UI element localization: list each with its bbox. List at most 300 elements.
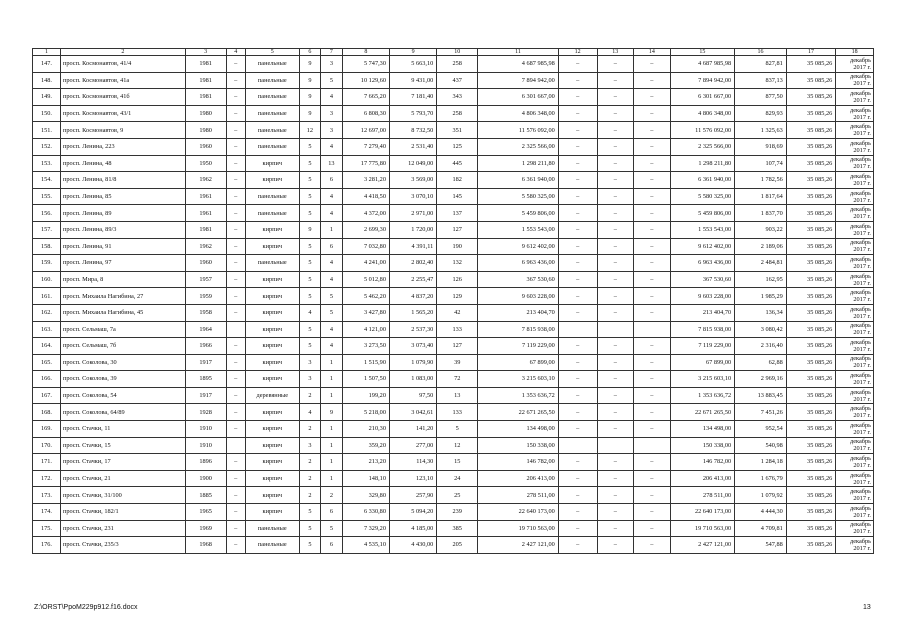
table-cell: 3	[321, 122, 343, 139]
table-cell: 3 281,20	[342, 172, 389, 189]
table-cell: декабрь 2017 г.	[836, 437, 874, 454]
table-cell: 1 515,90	[342, 354, 389, 371]
table-cell: 5 793,70	[389, 105, 436, 122]
column-number: 11	[478, 49, 559, 56]
table-cell: –	[634, 188, 671, 205]
table-cell: –	[634, 354, 671, 371]
table-cell: 133	[437, 404, 478, 421]
table-cell: –	[558, 105, 597, 122]
table-cell: 162,95	[735, 271, 787, 288]
table-cell: 1960	[185, 138, 226, 155]
table-cell: 182	[437, 172, 478, 189]
table-cell: –	[597, 470, 634, 487]
table-cell: 1 782,56	[735, 172, 787, 189]
table-cell: 359,20	[342, 437, 389, 454]
table-cell: –	[634, 56, 671, 73]
table-cell: –	[226, 288, 245, 305]
table-cell: –	[226, 205, 245, 222]
table-cell: просп. Соколова, 54	[60, 387, 185, 404]
table-cell: 829,93	[735, 105, 787, 122]
table-cell: 199,20	[342, 387, 389, 404]
table-cell: –	[634, 387, 671, 404]
table-row	[33, 89, 874, 106]
table-cell: 1	[321, 354, 343, 371]
table-cell	[597, 437, 634, 454]
table-cell: 35 085,26	[786, 437, 835, 454]
table-cell: 7 279,40	[342, 138, 389, 155]
table-cell: 5	[299, 321, 321, 338]
table-cell: 150 338,00	[670, 437, 735, 454]
table-cell: 4	[299, 404, 321, 421]
table-cell: –	[597, 404, 634, 421]
table-cell: 4 837,20	[389, 288, 436, 305]
table-cell: 5	[299, 188, 321, 205]
table-cell: –	[597, 504, 634, 521]
table-cell: –	[597, 288, 634, 305]
table-cell: –	[634, 504, 671, 521]
table-cell: 11 576 092,00	[670, 122, 735, 139]
table-header-row	[33, 49, 874, 56]
table-cell: 35 085,26	[786, 321, 835, 338]
table-cell: 1950	[185, 155, 226, 172]
table-cell: 827,81	[735, 56, 787, 73]
table-cell: 35 085,26	[786, 504, 835, 521]
table-cell: 5	[299, 205, 321, 222]
table-cell: декабрь 2017 г.	[836, 138, 874, 155]
table-cell: кирпич	[245, 371, 299, 388]
table-cell: 5	[299, 338, 321, 355]
table-cell: 123,10	[389, 470, 436, 487]
table-cell: 35 085,26	[786, 72, 835, 89]
table-cell: 4 806 348,00	[670, 105, 735, 122]
footer-file-path: Z:\ORST\PpoM229p912.f16.docx	[34, 604, 138, 611]
table-cell: декабрь 2017 г.	[836, 304, 874, 321]
table-cell: 35 085,26	[786, 271, 835, 288]
table-cell: 133	[437, 321, 478, 338]
table-cell: 35 085,26	[786, 304, 835, 321]
table-cell: 19 710 563,00	[478, 520, 559, 537]
table-cell	[634, 437, 671, 454]
table-cell: –	[226, 354, 245, 371]
table-cell: 1 284,18	[735, 454, 787, 471]
table-cell: 161.	[33, 288, 61, 305]
table-cell: кирпич	[245, 354, 299, 371]
table-cell: 35 085,26	[786, 238, 835, 255]
table-cell: 5 459 806,00	[670, 205, 735, 222]
table-cell: кирпич	[245, 504, 299, 521]
table-cell: 1 298 211,80	[478, 155, 559, 172]
table-cell: –	[634, 537, 671, 554]
table-cell: 258	[437, 105, 478, 122]
table-cell: –	[634, 172, 671, 189]
table-cell: 35 085,26	[786, 387, 835, 404]
table-cell: просп. Михаила Нагибина, 27	[60, 288, 185, 305]
table-cell: 17 775,80	[342, 155, 389, 172]
table-cell: –	[558, 288, 597, 305]
table-cell: 127	[437, 221, 478, 238]
table-cell: 1965	[185, 504, 226, 521]
table-cell: –	[226, 188, 245, 205]
table-cell: 1910	[185, 437, 226, 454]
table-cell: 35 085,26	[786, 404, 835, 421]
table-cell: 1981	[185, 221, 226, 238]
table-cell: 149.	[33, 89, 61, 106]
table-cell: –	[558, 155, 597, 172]
table-cell: 3	[299, 354, 321, 371]
table-cell: 3 042,61	[389, 404, 436, 421]
column-number: 10	[437, 49, 478, 56]
table-cell: 9	[321, 404, 343, 421]
table-cell: –	[597, 537, 634, 554]
table-cell: 147.	[33, 56, 61, 73]
table-cell: 9	[299, 89, 321, 106]
table-cell: 1 720,00	[389, 221, 436, 238]
table-cell: просп. Космонавтов, 41а	[60, 72, 185, 89]
table-cell: 22 640 173,00	[670, 504, 735, 521]
table-cell: 6 963 436,00	[478, 255, 559, 272]
table-row	[33, 454, 874, 471]
table-cell: 1 353 636,72	[478, 387, 559, 404]
table-cell: 156.	[33, 205, 61, 222]
table-cell: панельные	[245, 138, 299, 155]
table-cell: 6 301 667,00	[478, 89, 559, 106]
table-cell: –	[558, 504, 597, 521]
table-cell: 7 451,26	[735, 404, 787, 421]
table-cell: –	[597, 387, 634, 404]
table-cell: –	[597, 338, 634, 355]
table-cell: 6	[321, 504, 343, 521]
table-cell: 13 883,45	[735, 387, 787, 404]
table-cell: кирпич	[245, 454, 299, 471]
table-cell: –	[226, 271, 245, 288]
table-cell: –	[634, 338, 671, 355]
table-cell: 137	[437, 205, 478, 222]
table-cell: 154.	[33, 172, 61, 189]
table-cell: 13	[321, 155, 343, 172]
table-cell: 3 273,50	[342, 338, 389, 355]
table-cell: 7 815 938,00	[478, 321, 559, 338]
table-cell: 2 325 566,00	[670, 138, 735, 155]
table-cell: кирпич	[245, 321, 299, 338]
table-cell: декабрь 2017 г.	[836, 238, 874, 255]
table-cell: 35 085,26	[786, 89, 835, 106]
table-cell: просп. Михаила Нагибина, 45	[60, 304, 185, 321]
table-cell: 1959	[185, 288, 226, 305]
table-cell: 67 899,00	[478, 354, 559, 371]
table-cell: –	[558, 271, 597, 288]
table-row	[33, 271, 874, 288]
table-cell: 877,50	[735, 89, 787, 106]
table-cell: 2 189,06	[735, 238, 787, 255]
table-cell: 9 612 402,00	[478, 238, 559, 255]
table-cell: 2 537,30	[389, 321, 436, 338]
table-cell: 5	[299, 288, 321, 305]
table-cell: –	[597, 172, 634, 189]
table-cell: 160.	[33, 271, 61, 288]
table-cell: 1	[321, 387, 343, 404]
table-cell: –	[634, 520, 671, 537]
table-cell: 134 498,00	[478, 421, 559, 438]
table-cell: 6	[321, 238, 343, 255]
table-cell: 2	[299, 387, 321, 404]
table-cell: 1 298 211,80	[670, 155, 735, 172]
table-cell: 5 663,10	[389, 56, 436, 73]
table-cell: –	[226, 89, 245, 106]
table-cell: 107,74	[735, 155, 787, 172]
table-cell: 1 676,79	[735, 470, 787, 487]
table-cell: просп. Стачки, 15	[60, 437, 185, 454]
table-cell: 157.	[33, 221, 61, 238]
table-cell: 213 404,70	[478, 304, 559, 321]
table-cell: 351	[437, 122, 478, 139]
table-cell: 8 732,50	[389, 122, 436, 139]
table-cell: –	[226, 504, 245, 521]
table-cell: декабрь 2017 г.	[836, 72, 874, 89]
register-table	[32, 48, 874, 554]
table-cell: –	[226, 122, 245, 139]
table-cell: 385	[437, 520, 478, 537]
table-cell: 952,54	[735, 421, 787, 438]
table-cell: –	[597, 155, 634, 172]
table-cell: –	[597, 205, 634, 222]
table-cell: 445	[437, 155, 478, 172]
table-cell: 1 079,92	[735, 487, 787, 504]
table-cell: 1969	[185, 520, 226, 537]
table-cell: 12 697,00	[342, 122, 389, 139]
table-cell: 2 325 566,00	[478, 138, 559, 155]
table-cell: 10 129,60	[342, 72, 389, 89]
table-cell: панельные	[245, 205, 299, 222]
table-cell: 174.	[33, 504, 61, 521]
table-cell: 35 085,26	[786, 188, 835, 205]
table-cell: 1917	[185, 387, 226, 404]
table-cell: –	[558, 338, 597, 355]
table-row	[33, 155, 874, 172]
table-cell: декабрь 2017 г.	[836, 537, 874, 554]
table-cell: 3	[321, 105, 343, 122]
table-cell: 190	[437, 238, 478, 255]
table-cell: 9	[299, 221, 321, 238]
table-cell: –	[558, 122, 597, 139]
table-cell: 206 413,00	[478, 470, 559, 487]
table-cell: –	[597, 371, 634, 388]
table-cell: декабрь 2017 г.	[836, 338, 874, 355]
table-cell: 1	[321, 437, 343, 454]
table-cell: просп. Ленина, 223	[60, 138, 185, 155]
table-cell: 151.	[33, 122, 61, 139]
table-cell: –	[226, 255, 245, 272]
table-cell: 150 338,00	[478, 437, 559, 454]
table-cell: 5	[321, 304, 343, 321]
table-cell: 97,50	[389, 387, 436, 404]
table-cell: 540,98	[735, 437, 787, 454]
table-row	[33, 205, 874, 222]
table-cell: панельные	[245, 72, 299, 89]
table-cell: 1	[321, 421, 343, 438]
table-cell: просп. Космонавтов, 43/1	[60, 105, 185, 122]
table-cell: 1981	[185, 89, 226, 106]
table-cell: –	[634, 238, 671, 255]
table-cell: –	[634, 89, 671, 106]
table-cell: 5 580 325,00	[478, 188, 559, 205]
table-cell: 173.	[33, 487, 61, 504]
table-cell: 4 121,00	[342, 321, 389, 338]
table-cell: –	[226, 404, 245, 421]
table-cell: –	[558, 89, 597, 106]
table-cell: 3	[299, 437, 321, 454]
table-cell: 153.	[33, 155, 61, 172]
table-cell: 343	[437, 89, 478, 106]
table-cell: –	[597, 304, 634, 321]
table-cell: 367 530,60	[478, 271, 559, 288]
table-cell: –	[226, 371, 245, 388]
table-cell: кирпич	[245, 172, 299, 189]
table-row	[33, 421, 874, 438]
table-cell: 278 511,00	[670, 487, 735, 504]
table-cell: 9 603 228,00	[478, 288, 559, 305]
table-cell: –	[597, 72, 634, 89]
table-row	[33, 172, 874, 189]
table-cell: 1	[321, 221, 343, 238]
table-row	[33, 105, 874, 122]
table-cell: 4 372,00	[342, 205, 389, 222]
table-cell: 903,22	[735, 221, 787, 238]
table-cell: 1 353 636,72	[670, 387, 735, 404]
table-cell: 3 080,42	[735, 321, 787, 338]
table-cell: –	[226, 304, 245, 321]
table-cell: –	[634, 72, 671, 89]
table-cell: 6 361 940,00	[670, 172, 735, 189]
table-cell: –	[634, 487, 671, 504]
table-cell: 1 553 543,00	[670, 221, 735, 238]
table-cell: панельные	[245, 122, 299, 139]
column-number: 2	[60, 49, 185, 56]
table-cell: –	[558, 72, 597, 89]
table-cell: 141,20	[389, 421, 436, 438]
table-cell: 1961	[185, 188, 226, 205]
table-cell: 9	[299, 56, 321, 73]
table-cell: 169.	[33, 421, 61, 438]
table-cell: 4 806 348,00	[478, 105, 559, 122]
table-cell: 6 808,30	[342, 105, 389, 122]
table-row	[33, 56, 874, 73]
table-cell: 3 070,10	[389, 188, 436, 205]
table-cell: 164.	[33, 338, 61, 355]
table-cell: 2 531,40	[389, 138, 436, 155]
table-cell: декабрь 2017 г.	[836, 271, 874, 288]
table-cell: 5	[299, 271, 321, 288]
table-cell: –	[597, 89, 634, 106]
page-number: 13	[863, 604, 871, 611]
table-cell: –	[597, 255, 634, 272]
table-cell: –	[226, 454, 245, 471]
table-cell: просп. Ленина, 85	[60, 188, 185, 205]
table-cell: –	[597, 354, 634, 371]
table-cell: 1 985,29	[735, 288, 787, 305]
table-cell: 22 671 265,50	[670, 404, 735, 421]
table-cell: просп. Стачки, 11	[60, 421, 185, 438]
table-row	[33, 188, 874, 205]
table-cell: 3 427,80	[342, 304, 389, 321]
table-cell: 4	[321, 205, 343, 222]
table-cell: –	[226, 105, 245, 122]
table-cell: 5	[321, 72, 343, 89]
table-cell: просп. Сельмаш, 7б	[60, 338, 185, 355]
table-cell: –	[558, 537, 597, 554]
table-cell: –	[558, 421, 597, 438]
table-cell: –	[634, 122, 671, 139]
table-cell	[226, 321, 245, 338]
table-row	[33, 288, 874, 305]
table-cell: кирпич	[245, 404, 299, 421]
table-cell: –	[226, 56, 245, 73]
table-cell: 4	[321, 255, 343, 272]
table-cell: –	[597, 238, 634, 255]
table-cell: кирпич	[245, 470, 299, 487]
table-cell: 3	[299, 371, 321, 388]
table-cell: 5	[299, 504, 321, 521]
table-cell: –	[634, 421, 671, 438]
table-cell: –	[634, 221, 671, 238]
table-cell: 1	[321, 371, 343, 388]
table-cell: 25	[437, 487, 478, 504]
table-cell: декабрь 2017 г.	[836, 520, 874, 537]
table-cell: –	[634, 205, 671, 222]
table-cell: 547,88	[735, 537, 787, 554]
table-cell: 7 894 942,00	[670, 72, 735, 89]
table-cell: 35 085,26	[786, 371, 835, 388]
table-row	[33, 470, 874, 487]
table-cell: 2 969,16	[735, 371, 787, 388]
table-cell: –	[558, 205, 597, 222]
table-cell: панельные	[245, 56, 299, 73]
table-cell: 6 301 667,00	[670, 89, 735, 106]
table-cell: декабрь 2017 г.	[836, 56, 874, 73]
table-cell: 170.	[33, 437, 61, 454]
table-cell: 7 119 229,00	[670, 338, 735, 355]
table-cell: –	[558, 520, 597, 537]
table-cell: 39	[437, 354, 478, 371]
table-cell: панельные	[245, 537, 299, 554]
table-cell: 163.	[33, 321, 61, 338]
table-cell: 158.	[33, 238, 61, 255]
table-row	[33, 221, 874, 238]
column-number: 18	[836, 49, 874, 56]
table-cell: 1 507,50	[342, 371, 389, 388]
table-cell: кирпич	[245, 238, 299, 255]
table-cell: декабрь 2017 г.	[836, 155, 874, 172]
table-cell: декабрь 2017 г.	[836, 255, 874, 272]
table-cell: 22 640 173,00	[478, 504, 559, 521]
table-cell: просп. Стачки, 231	[60, 520, 185, 537]
table-cell: 172.	[33, 470, 61, 487]
column-number: 9	[389, 49, 436, 56]
table-cell: 35 085,26	[786, 421, 835, 438]
table-cell: 12 049,00	[389, 155, 436, 172]
table-cell: 239	[437, 504, 478, 521]
column-number: 1	[33, 49, 61, 56]
table-cell: 7 119 229,00	[478, 338, 559, 355]
table-cell: декабрь 2017 г.	[836, 288, 874, 305]
table-cell: 1980	[185, 122, 226, 139]
table-cell: 1895	[185, 371, 226, 388]
table-cell: –	[597, 454, 634, 471]
table-cell: –	[558, 454, 597, 471]
table-cell: 35 085,26	[786, 155, 835, 172]
column-number: 7	[321, 49, 343, 56]
table-cell: декабрь 2017 г.	[836, 387, 874, 404]
table-row	[33, 371, 874, 388]
